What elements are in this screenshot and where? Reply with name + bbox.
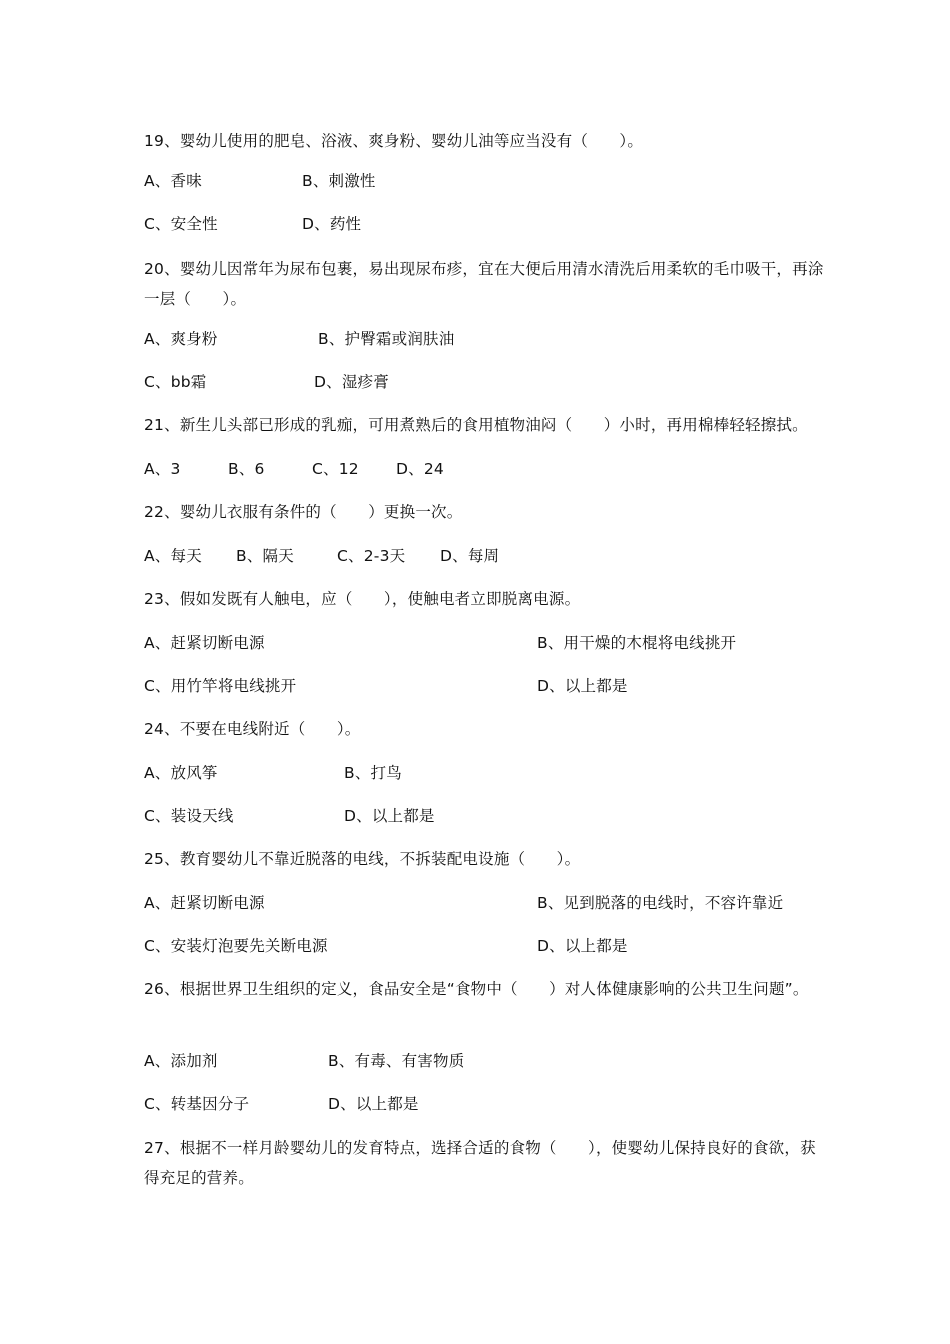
question-25: 25、教育婴幼儿不靠近脱落的电线，不拆装配电设施（ ）。 bbox=[144, 850, 581, 868]
option-20-c: C、bb霜 bbox=[144, 373, 207, 391]
option-24-c: C、装设天线 bbox=[144, 807, 234, 825]
question-26: 26、根据世界卫生组织的定义，食品安全是“食物中（ ）对人体健康影响的公共卫生问题”。 bbox=[144, 980, 809, 998]
option-24-a: A、放风筝 bbox=[144, 764, 218, 782]
option-26-b: B、有毒、有害物质 bbox=[328, 1052, 465, 1070]
option-21-b: B、6 bbox=[228, 460, 265, 478]
option-22-c: C、2-3天 bbox=[337, 547, 406, 565]
option-26-c: C、转基因分子 bbox=[144, 1095, 250, 1113]
question-20: 20、婴幼儿因常年为尿布包裹，易出现尿布疹，宜在大便后用清水清洗后用柔软的毛巾吸干，再涂一层（ ）。 bbox=[144, 260, 824, 308]
option-23-a: A、赶紧切断电源 bbox=[144, 634, 265, 652]
option-23-d: D、以上都是 bbox=[537, 677, 628, 695]
question-24: 24、不要在电线附近（ ）。 bbox=[144, 720, 361, 738]
question-23: 23、假如发既有人触电，应（ ），使触电者立即脱离电源。 bbox=[144, 590, 581, 608]
option-26-a: A、添加剂 bbox=[144, 1052, 218, 1070]
option-25-b: B、见到脱落的电线时，不容许靠近 bbox=[537, 894, 784, 912]
option-24-d: D、以上都是 bbox=[344, 807, 435, 825]
option-19-c: C、安全性 bbox=[144, 215, 218, 233]
option-19-a: A、香味 bbox=[144, 172, 202, 190]
option-21-a: A、3 bbox=[144, 460, 181, 478]
question-21: 21、新生儿头部已形成的乳痂，可用煮熟后的食用植物油闷（ ）小时，再用棉棒轻轻擦拭。 bbox=[144, 416, 808, 434]
question-19: 19、婴幼儿使用的肥皂、浴液、爽身粉、婴幼儿油等应当没有（ ）。 bbox=[144, 132, 644, 150]
option-20-a: A、爽身粉 bbox=[144, 330, 218, 348]
option-25-c: C、安装灯泡要先关断电源 bbox=[144, 937, 328, 955]
option-21-c: C、12 bbox=[312, 460, 359, 478]
option-25-d: D、以上都是 bbox=[537, 937, 628, 955]
option-19-d: D、药性 bbox=[302, 215, 362, 233]
option-26-d: D、以上都是 bbox=[328, 1095, 419, 1113]
option-22-b: B、隔天 bbox=[236, 547, 294, 565]
question-27: 27、根据不一样月龄婴幼儿的发育特点，选择合适的食物（ ），使婴幼儿保持良好的食欲，获得充足的营养。 bbox=[144, 1139, 816, 1187]
option-24-b: B、打鸟 bbox=[344, 764, 402, 782]
option-21-d: D、24 bbox=[396, 460, 444, 478]
option-20-b: B、护臀霜或润肤油 bbox=[318, 330, 455, 348]
option-19-b: B、刺激性 bbox=[302, 172, 376, 190]
option-22-a: A、每天 bbox=[144, 547, 202, 565]
question-22: 22、婴幼儿衣服有条件的（ ）更换一次。 bbox=[144, 503, 463, 521]
option-25-a: A、赶紧切断电源 bbox=[144, 894, 265, 912]
option-20-d: D、湿疹膏 bbox=[314, 373, 389, 391]
option-22-d: D、每周 bbox=[440, 547, 500, 565]
option-23-c: C、用竹竿将电线挑开 bbox=[144, 677, 297, 695]
option-23-b: B、用干燥的木棍将电线挑开 bbox=[537, 634, 737, 652]
